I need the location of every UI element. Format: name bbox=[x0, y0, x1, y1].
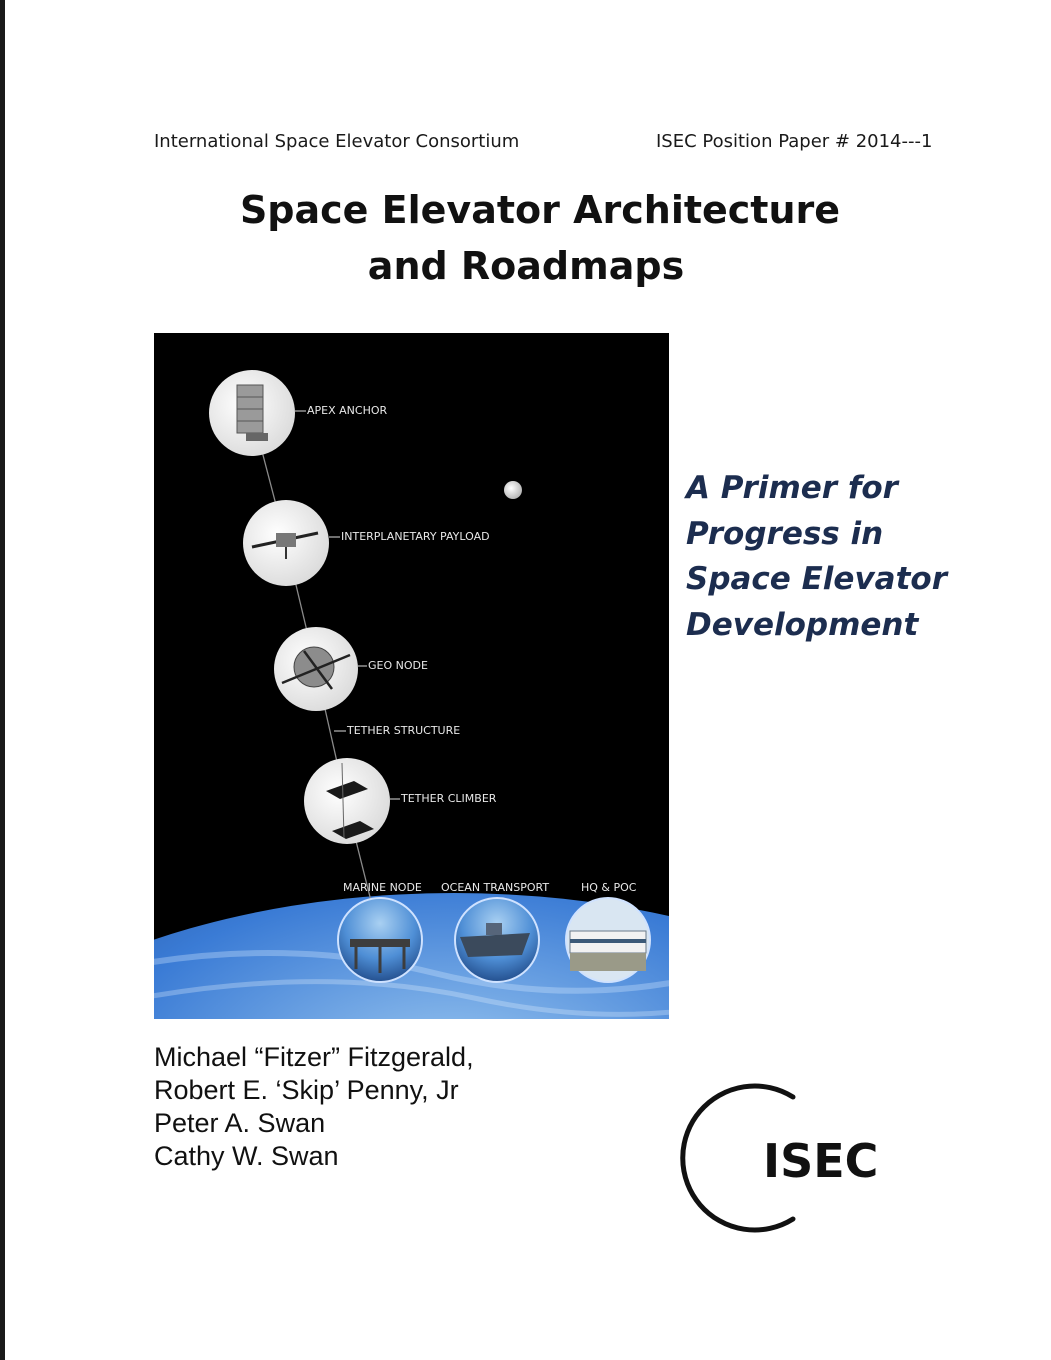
label-marine-node: MARINE NODE bbox=[343, 881, 422, 894]
label-geo-node: GEO NODE bbox=[368, 659, 428, 672]
title-line-1: Space Elevator Architecture bbox=[239, 188, 841, 232]
subtitle-line-4: Development bbox=[686, 606, 919, 643]
label-apex-anchor: APEX ANCHOR bbox=[307, 404, 388, 417]
subtitle-line-2: Progress in bbox=[686, 515, 884, 552]
title-line-2: and Roadmaps bbox=[367, 244, 685, 288]
author-2: Robert E. ‘Skip’ Penny, Jr bbox=[154, 1075, 459, 1105]
author-4: Cathy W. Swan bbox=[154, 1141, 339, 1171]
cover-illustration bbox=[154, 333, 669, 1019]
header-paper-id: ISEC Position Paper # 2014---1 bbox=[656, 131, 933, 152]
page-edge-shadow bbox=[0, 0, 5, 1360]
label-tether-structure: TETHER STRUCTURE bbox=[347, 724, 461, 737]
marine-node-image bbox=[338, 898, 422, 982]
logo-text: ISEC bbox=[763, 1134, 879, 1188]
label-tether-climber: TETHER CLIMBER bbox=[401, 792, 497, 805]
document-title bbox=[200, 182, 880, 294]
hq-poc-image bbox=[566, 898, 650, 982]
header-organization: International Space Elevator Consortium bbox=[154, 131, 520, 152]
ocean-transport-image bbox=[455, 898, 539, 982]
author-list bbox=[154, 1041, 474, 1173]
label-interplanetary-payload: INTERPLANETARY PAYLOAD bbox=[341, 530, 490, 543]
label-ocean-transport: OCEAN TRANSPORT bbox=[441, 881, 550, 894]
moon bbox=[504, 481, 522, 499]
isec-logo-mark bbox=[655, 1083, 900, 1238]
author-3: Peter A. Swan bbox=[154, 1108, 326, 1138]
space-elevator-diagram bbox=[154, 333, 669, 1019]
subtitle-primer bbox=[686, 466, 946, 648]
isec-logo bbox=[655, 1083, 900, 1238]
author-1: Michael “Fitzer” Fitzgerald, bbox=[154, 1042, 474, 1072]
subtitle-line-3: Space Elevator bbox=[686, 561, 947, 597]
label-hq-poc: HQ & POC bbox=[581, 881, 637, 894]
subtitle-line-1: A Primer for bbox=[686, 470, 898, 506]
